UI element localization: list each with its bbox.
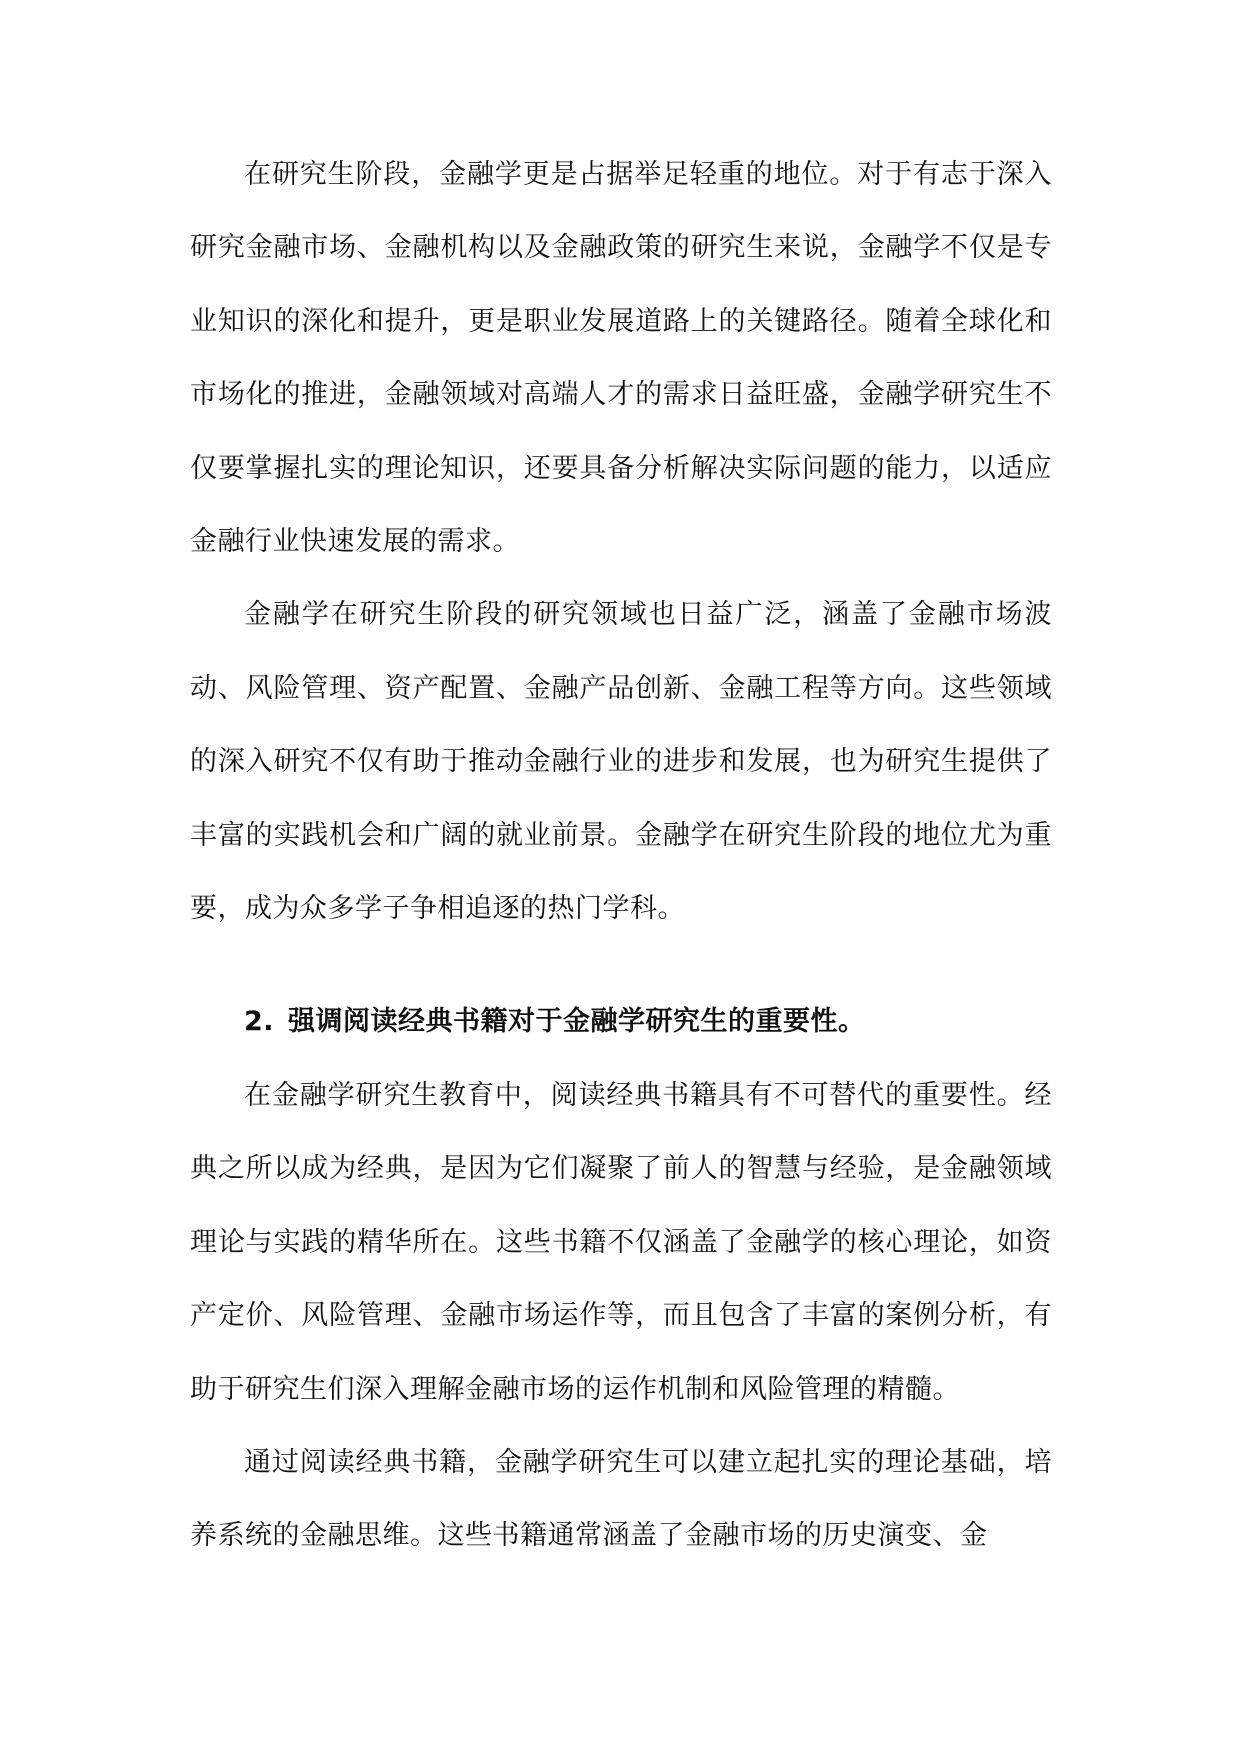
- section-heading: [190, 985, 1052, 1058]
- section-number: 2.: [244, 1006, 275, 1038]
- paragraph: 在金融学研究生教育中，阅读经典书籍具有不可替代的重要性。经典之所以成为经典，是因为它们凝聚了前人的智慧与经验，是金融领域理论与实践的精华所在。这些书籍不仅涵盖了金融学的核心理论，如资产定价、风险管理、金融市场运作等，而且包含了丰富的案例分析，有助于研究生们深入理解金融市场的运作机制和风险管理的精髓。: [190, 1079, 1052, 1405]
- paragraph: 通过阅读经典书籍，金融学研究生可以建立起扎实的理论基础，培养系统的金融思维。这些书籍通常涵盖了金融市场的历史演变、金: [190, 1446, 1052, 1552]
- paragraph: 在研究生阶段，金融学更是占据举足轻重的地位。对于有志于深入研究金融市场、金融机构以及金融政策的研究生来说，金融学不仅是专业知识的深化和提升，更是职业发展道路上的关键路径。随着全球化和市场化的推进，金融领域对高端人才的需求日益旺盛，金融学研究生不仅要掌握扎实的理论知识，还要具备分析解决实际问题的能力，以适应金融行业快速发展的需求。: [190, 159, 1052, 558]
- document-body: [190, 138, 1052, 1573]
- section-title: 强调阅读经典书籍对于金融学研究生的重要性。: [288, 1006, 866, 1038]
- paragraph: 金融学在研究生阶段的研究领域也日益广泛，涵盖了金融市场波动、风险管理、资产配置、金融产品创新、金融工程等方向。这些领域的深入研究不仅有助于推动金融行业的进步和发展，也为研究生提供了丰富的实践机会和广阔的就业前景。金融学在研究生阶段的地位尤为重要，成为众多学子争相追逐的热门学科。: [190, 599, 1052, 925]
